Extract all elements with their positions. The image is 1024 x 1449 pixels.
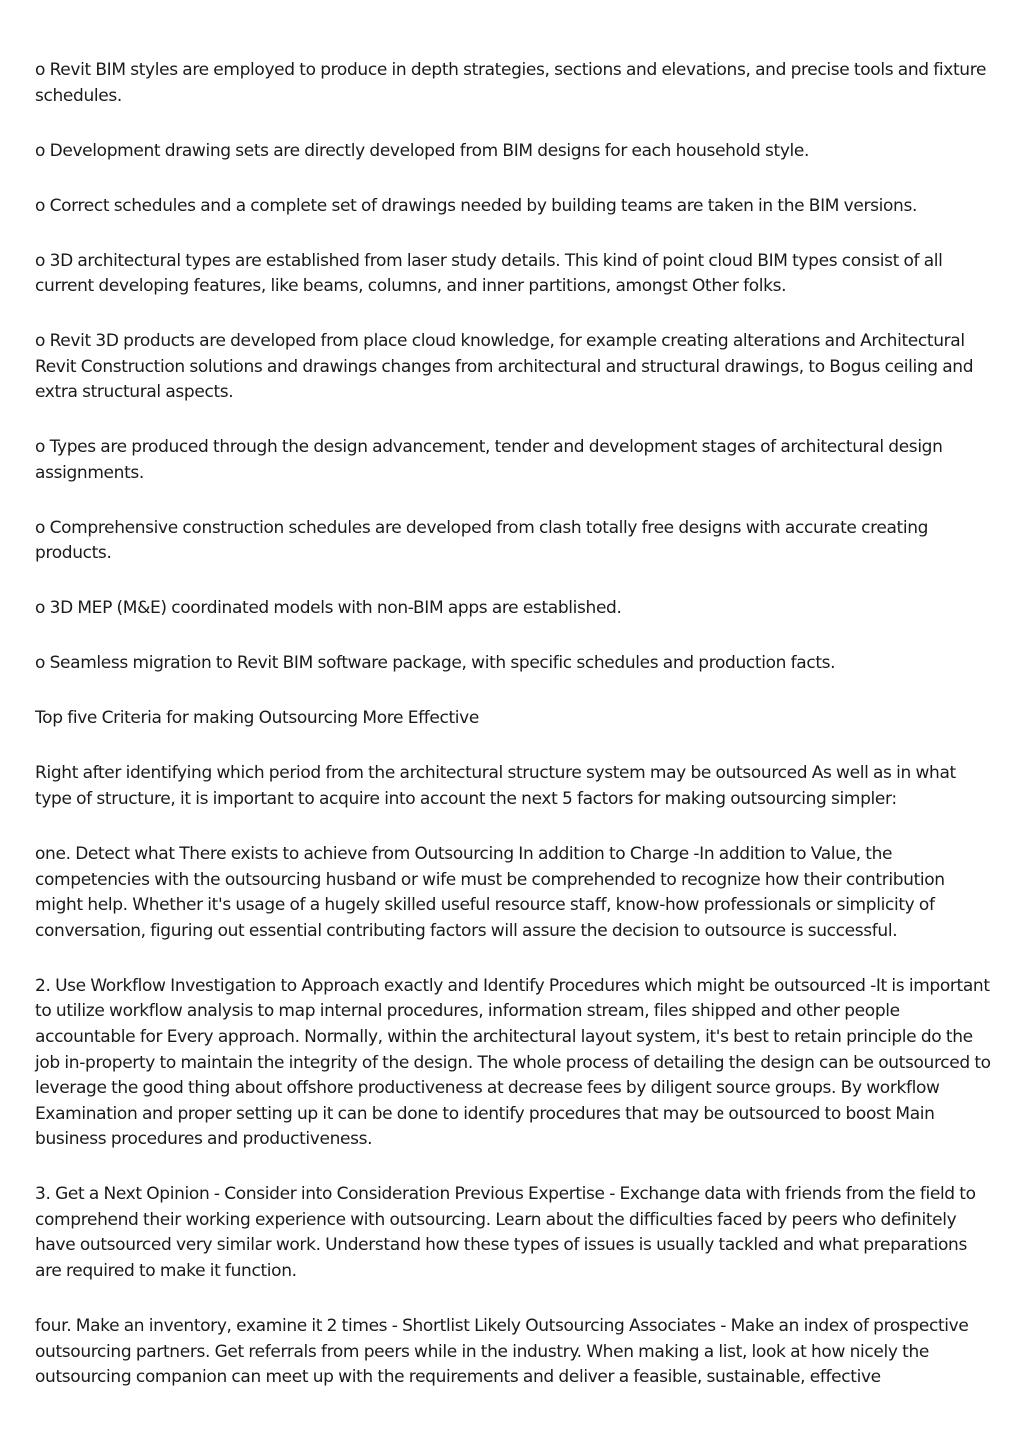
intro-paragraph: Right after identifying which period from the architectural structure system may be outsourced As well as in what type of structure, it is important to acquire into account the next 5 factors for making outsourcing simpler: xyxy=(35,763,956,809)
factor-one-paragraph: one. Detect what There exists to achieve from Outsourcing In addition to Charge -In addition to Value, the competencies with the outsourcing husband or wife must be comprehended to recognize how their contribution might help. Whether it's usage of a hugely skilled useful resource staff, know-how professionals or simplicity of conversation, figuring out essential contributing factors will assure the decision to outsource is successful. xyxy=(35,843,945,941)
factor-three-paragraph: 3. Get a Next Opinion - Consider into Consideration Previous Expertise - Exchange data with friends from the field to comprehend their working experience with outsourcing. Learn about the difficulties faced by peers who definitely have outsourced very similar work. Understand how these types of issues is usually tackled and what preparations are required to make it function. xyxy=(35,1184,976,1282)
bullet-development-drawing-sets: o Development drawing sets are directly developed from BIM designs for each household style. xyxy=(35,140,810,161)
document-body xyxy=(35,58,995,1420)
bullet-revit-3d-products: o Revit 3D products are developed from place cloud knowledge, for example creating alterations and Architectural Revit Construction solutions and drawings changes from architectural and structural drawings, to Bogus ceiling and extra structural aspects. xyxy=(35,331,974,403)
factor-two-paragraph: 2. Use Workflow Investigation to Approach exactly and Identify Procedures which might be outsourced -It is important to utilize workflow analysis to map internal procedures, information stream, files shipped and other people accountable for Every approach. Normally, within the architectural layout system, it's best to retain principle do the job in-property to maintain the integrity of the design. The whole process of detailing the design can be outsourced to leverage the good thing about offshore productiveness at decrease fees by diligent source groups. By workflow Examination and proper setting up it can be done to identify procedures that may be outsourced to boost Main business procedures and productiveness. xyxy=(35,975,991,1150)
bullet-types-produced: o Types are produced through the design advancement, tender and development stages of architectural design assignments. xyxy=(35,437,943,483)
bullet-revit-bim-styles: o Revit BIM styles are employed to produce in depth strategies, sections and elevations, and precise tools and fixture schedules. xyxy=(35,60,987,106)
section-heading: Top five Criteria for making Outsourcing More Effective xyxy=(35,708,479,729)
factor-four-paragraph: four. Make an inventory, examine it 2 times - Shortlist Likely Outsourcing Associates - Make an index of prospective outsourcing partners. Get referrals from peers while in the industry. When making a list, look at how nicely the outsourcing companion can meet up with the requirements and deliver a feasible, sustainable, effective xyxy=(35,1316,969,1388)
bullet-3d-architectural-types: o 3D architectural types are established from laser study details. This kind of point cloud BIM types consist of all current developing features, like beams, columns, and inner partitions, amongst Other folks. xyxy=(35,250,943,297)
bullet-correct-schedules: o Correct schedules and a complete set of drawings needed by building teams are taken in the BIM versions. xyxy=(35,195,918,216)
bullet-construction-schedules: o Comprehensive construction schedules are developed from clash totally free designs with accurate creating products. xyxy=(35,517,929,564)
bullet-3d-mep-models: o 3D MEP (M&E) coordinated models with non-BIM apps are established. xyxy=(35,598,622,619)
bullet-seamless-migration: o Seamless migration to Revit BIM software package, with specific schedules and production facts. xyxy=(35,653,836,674)
